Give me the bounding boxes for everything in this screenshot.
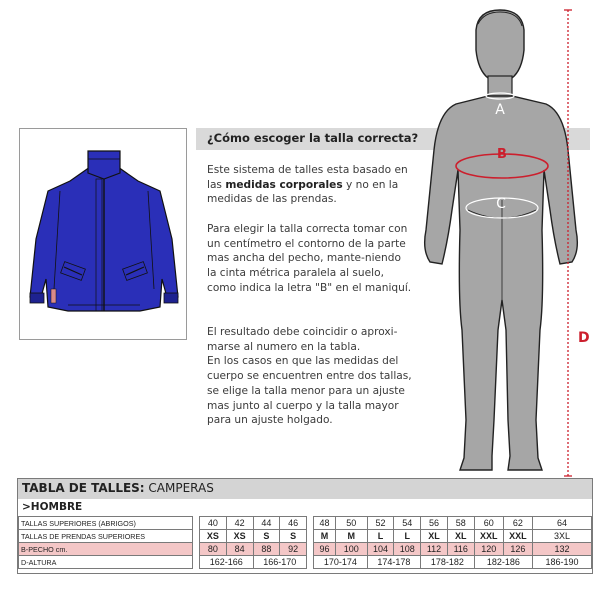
table-cell: 112: [421, 543, 448, 556]
table-cell: XL: [447, 530, 474, 543]
table-cell: 88: [253, 543, 280, 556]
label-c: C: [496, 196, 506, 212]
table-cell: 58: [447, 517, 474, 530]
table-row: [19, 543, 592, 556]
table-cell: 174-178: [367, 556, 421, 569]
table-cell: 46: [280, 517, 307, 530]
table-cell: 54: [394, 517, 421, 530]
size-table-title: [22, 481, 214, 495]
paragraph-instructions: Para elegir la talla correcta tomar con un centímetro el contorno de la parte mas ancha del pecho, mante-niendo la cinta métrica paralela al suelo, como indica la letra "B" en el maniquí.: [207, 223, 412, 294]
table-cell: 48: [314, 517, 336, 530]
table-cell: 108: [394, 543, 421, 556]
table-cell: 52: [367, 517, 394, 530]
table-cell: M: [314, 530, 336, 543]
paragraph-intro-bold: medidas corporales: [225, 178, 343, 191]
table-cell: XXL: [503, 530, 532, 543]
table-cell: 56: [421, 517, 448, 530]
label-a: A: [495, 102, 505, 118]
table-cell: 178-182: [421, 556, 475, 569]
table-cell: 126: [503, 543, 532, 556]
table-cell: 166-170: [253, 556, 307, 569]
label-b: B: [497, 147, 507, 162]
table-cell: S: [280, 530, 307, 543]
paragraph-result: El resultado debe coincidir o aproxi-marse al numero en la tabla. En los casos en que las medidas del cuerpo se encuentren entre dos tallas, se elige la talla menor para un ajuste mas junto al cuerpo y la talla mayor para un ajuste holgado.: [207, 326, 412, 427]
row-label: D-ALTURA: [19, 556, 193, 569]
size-table-subtitle: >HOMBRE: [22, 501, 83, 513]
table-cell: 186-190: [533, 556, 592, 569]
table-row: [19, 556, 592, 569]
table-cell: 116: [447, 543, 474, 556]
row-label: B-PECHO cm.: [19, 543, 193, 556]
size-table-grid: [18, 516, 592, 569]
table-cell: 40: [200, 517, 227, 530]
table-cell: 84: [226, 543, 253, 556]
table-cell: 132: [533, 543, 592, 556]
table-cell: 170-174: [314, 556, 368, 569]
table-cell: M: [335, 530, 367, 543]
table-cell: L: [367, 530, 394, 543]
table-cell: 80: [200, 543, 227, 556]
table-cell: L: [394, 530, 421, 543]
paragraph-intro: [207, 163, 412, 207]
table-cell: XS: [200, 530, 227, 543]
table-cell: 42: [226, 517, 253, 530]
table-row: [19, 517, 592, 530]
paragraph-intro-post: y no en la medidas de las prendas.: [207, 178, 399, 206]
paragraph-intro-pre: Este sistema de talles esta basado en las: [207, 164, 408, 191]
table-cell: 100: [335, 543, 367, 556]
table-cell: 64: [533, 517, 592, 530]
table-cell: S: [253, 530, 280, 543]
mannequin-figure: [408, 0, 598, 480]
row-label: TALLAS SUPERIORES (ABRIGOS): [19, 517, 193, 530]
table-cell: XS: [226, 530, 253, 543]
table-cell: 60: [474, 517, 503, 530]
table-cell: 182-186: [474, 556, 532, 569]
table-cell: 62: [503, 517, 532, 530]
table-cell: 96: [314, 543, 336, 556]
size-table: [17, 478, 593, 574]
table-cell: XL: [421, 530, 448, 543]
table-cell: 92: [280, 543, 307, 556]
table-cell: 120: [474, 543, 503, 556]
question-title: ¿Cómo escoger la talla correcta?: [207, 131, 419, 145]
size-table-title-rest: CAMPERAS: [144, 481, 214, 495]
table-cell: XXL: [474, 530, 503, 543]
table-cell: 3XL: [533, 530, 592, 543]
table-cell: 44: [253, 517, 280, 530]
table-row: [19, 530, 592, 543]
label-d: D: [578, 330, 590, 346]
size-table-title-bold: TABLA DE TALLES:: [22, 481, 145, 495]
jacket-icon: [20, 129, 188, 341]
jacket-image: [19, 128, 187, 340]
table-cell: 104: [367, 543, 394, 556]
row-label: TALLAS DE PRENDAS SUPERIORES: [19, 530, 193, 543]
table-cell: 50: [335, 517, 367, 530]
table-cell: 162-166: [200, 556, 254, 569]
